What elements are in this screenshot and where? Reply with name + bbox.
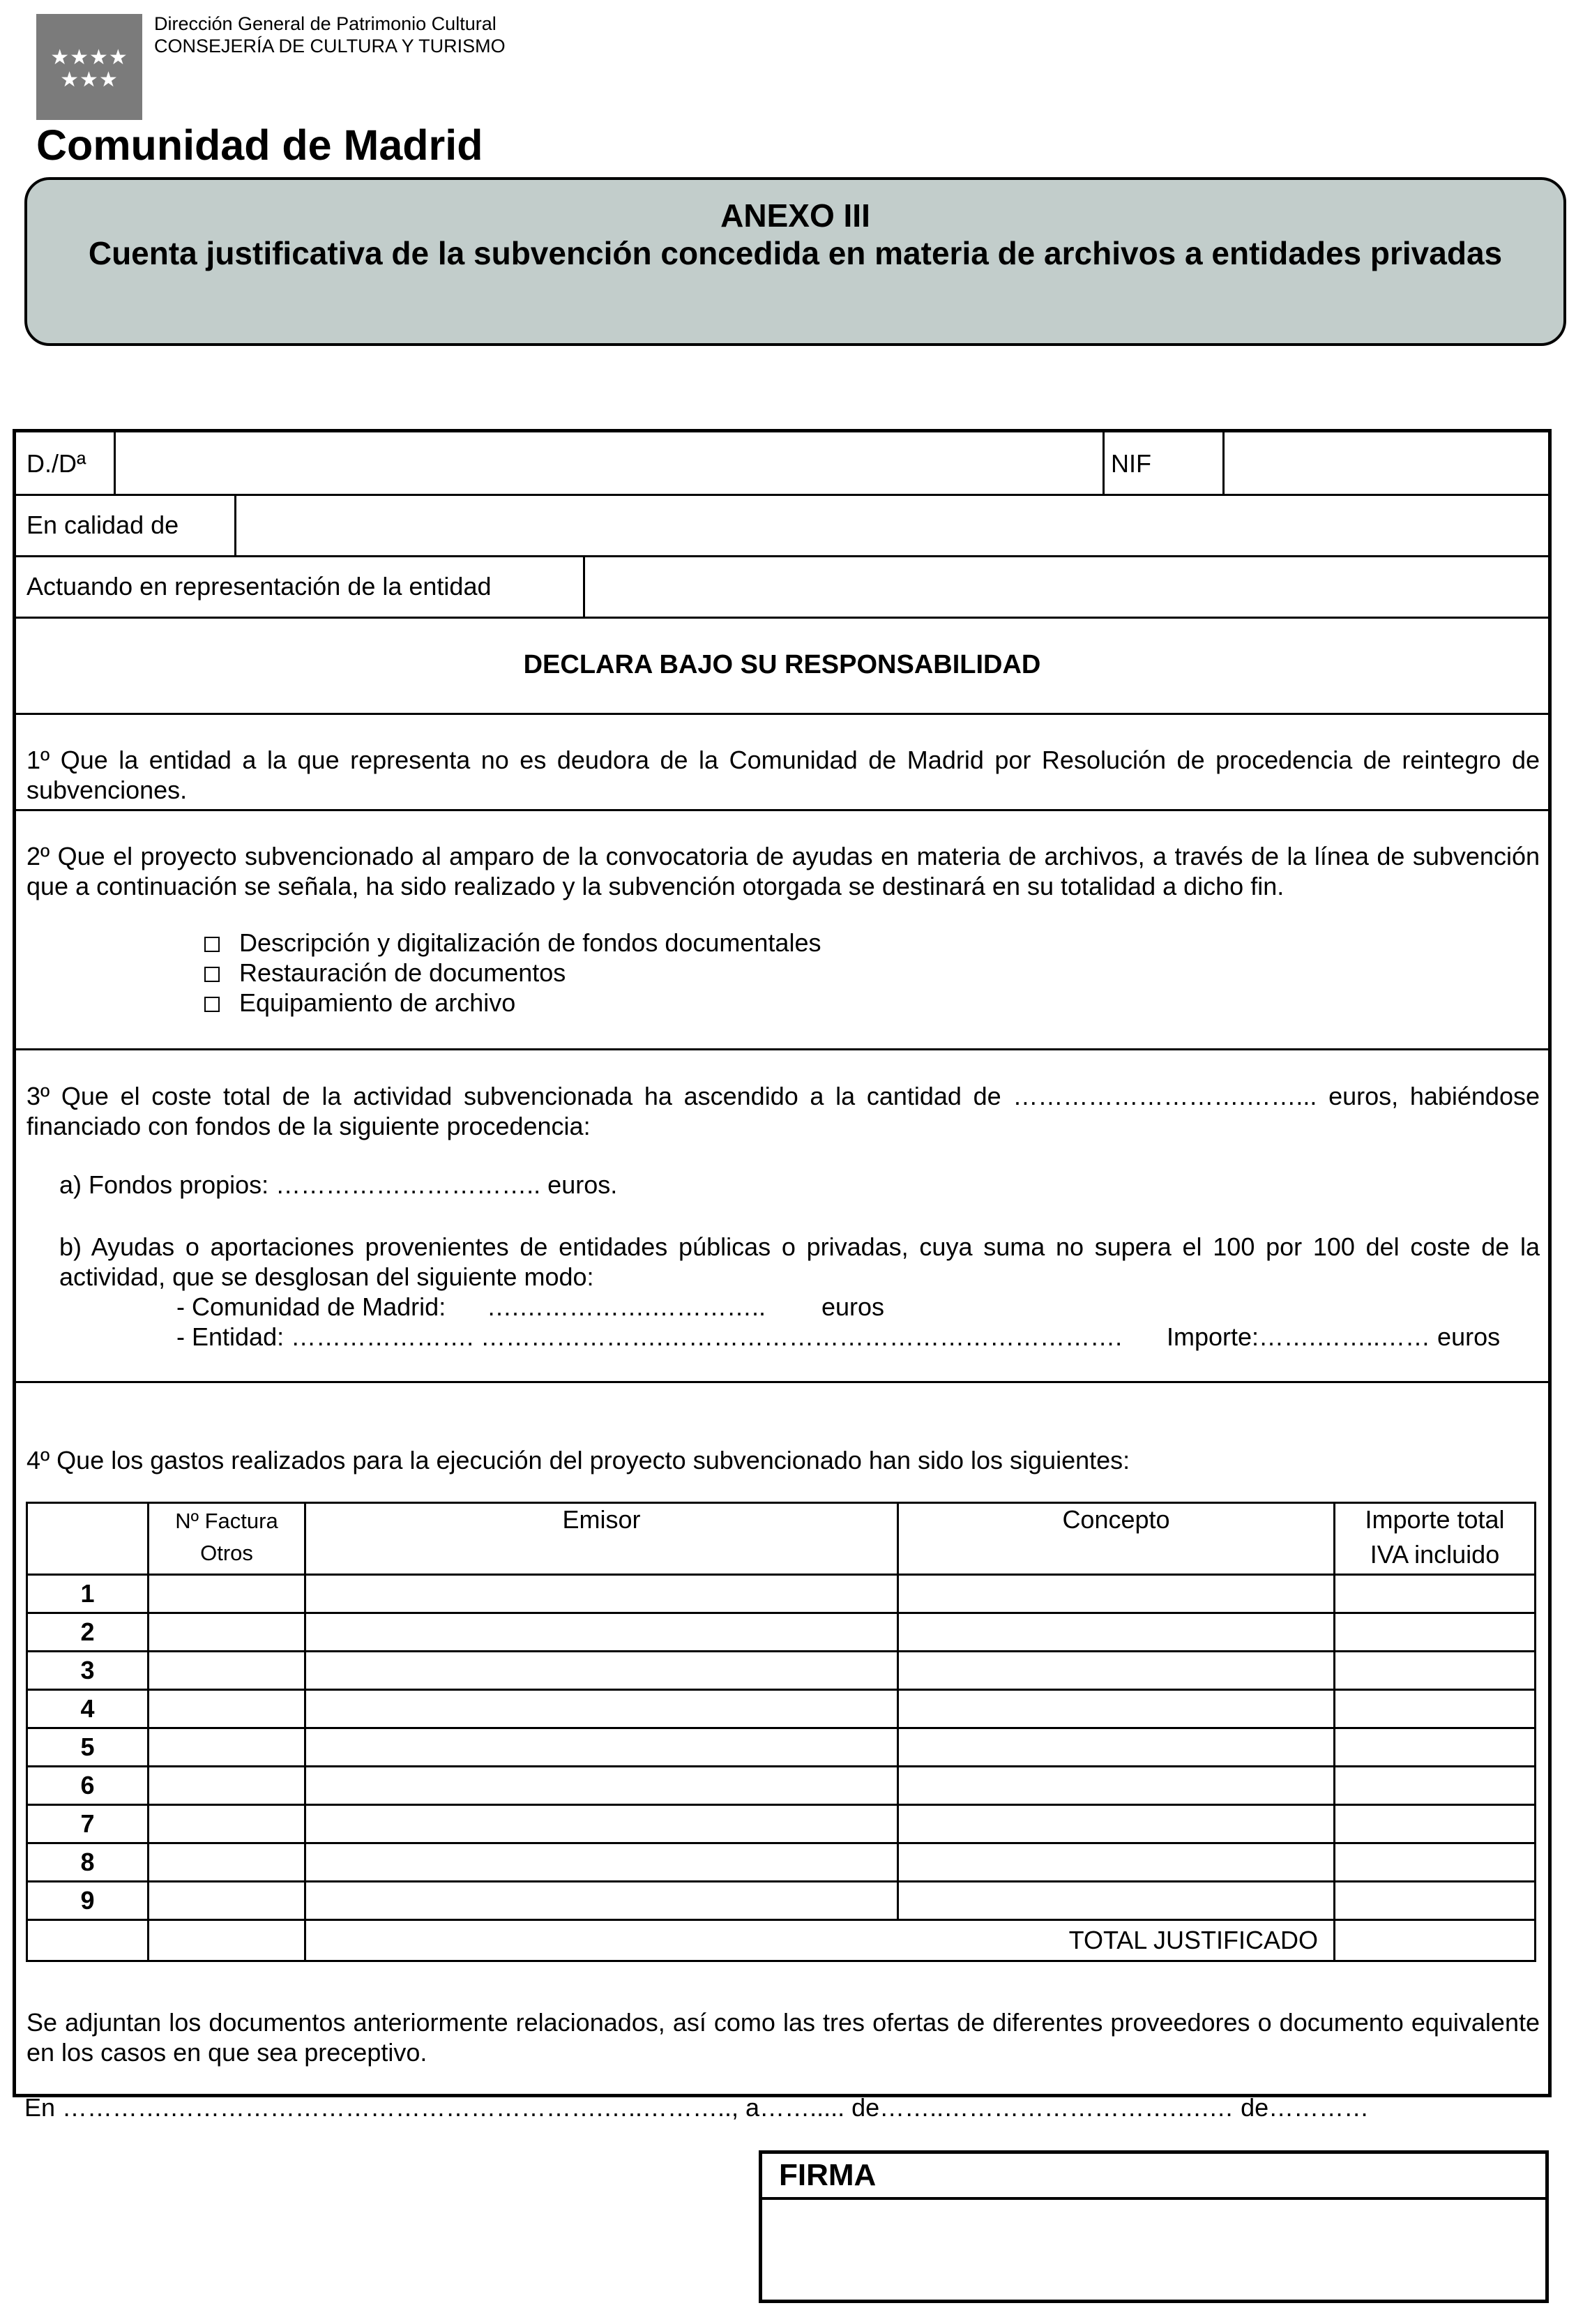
table-row (27, 1690, 1536, 1728)
factura-cell[interactable] (149, 1652, 305, 1690)
emisor-cell[interactable] (305, 1843, 898, 1882)
row-number: 2 (27, 1613, 149, 1652)
factura-cell[interactable] (149, 1575, 305, 1613)
row-divider (16, 1381, 1548, 1383)
emisor-cell[interactable] (305, 1613, 898, 1652)
factura-cell[interactable] (149, 1805, 305, 1843)
option-restauracion: Restauración de documentos (239, 958, 566, 987)
region-title: Comunidad de Madrid (36, 121, 483, 169)
importe-cell[interactable] (1335, 1652, 1536, 1690)
row-number: 3 (27, 1652, 149, 1690)
row-divider (16, 617, 1548, 619)
factura-cell[interactable] (149, 1728, 305, 1767)
header-factura-line1: Nº Factura (175, 1509, 278, 1533)
name-field[interactable] (116, 432, 1103, 494)
signature-box[interactable] (759, 2150, 1549, 2303)
concepto-cell[interactable] (898, 1652, 1335, 1690)
firma-label: FIRMA (779, 2158, 877, 2192)
importe-cell[interactable] (1335, 1575, 1536, 1613)
section-3-text: 3º Que el coste total de la actividad subvencionada ha ascendido a la cantidad de ……………………….……... euros, habiéndose financiado con fondos de la siguiente procedencia: (26, 1082, 1540, 1140)
logo-stars-top: ★★★★ (50, 45, 128, 70)
row-number: 6 (27, 1767, 149, 1805)
checkbox-equipamiento[interactable] (204, 997, 220, 1012)
header-factura-line2: Otros (200, 1541, 253, 1565)
representacion-field[interactable] (585, 557, 1548, 617)
total-amount-cell[interactable] (1335, 1920, 1536, 1961)
representacion-label: Actuando en representación de la entidad (26, 572, 492, 601)
importe-cell[interactable] (1335, 1805, 1536, 1843)
row-divider (16, 713, 1548, 715)
header-concepto: Concepto (898, 1503, 1335, 1575)
factura-cell[interactable] (149, 1843, 305, 1882)
section-4-text: 4º Que los gastos realizados para la ejecución del proyecto subvencionado han sido los siguientes: (26, 1446, 1130, 1474)
concepto-cell[interactable] (898, 1882, 1335, 1920)
table-row (27, 1613, 1536, 1652)
checkbox-restauracion[interactable] (204, 967, 220, 982)
logo-stars-bottom: ★★★ (60, 68, 119, 92)
concepto-cell[interactable] (898, 1613, 1335, 1652)
table-header-row (27, 1503, 1536, 1575)
option-descripcion: Descripción y digitalización de fondos documentales (239, 928, 821, 957)
row-number: 8 (27, 1843, 149, 1882)
calidad-field[interactable] (236, 496, 1548, 555)
table-row (27, 1728, 1536, 1767)
department-line-2: CONSEJERÍA DE CULTURA Y TURISMO (154, 36, 506, 56)
importe-cell[interactable] (1335, 1882, 1536, 1920)
importe-cell[interactable] (1335, 1767, 1536, 1805)
checkbox-descripcion[interactable] (204, 937, 220, 952)
department-line-1: Dirección General de Patrimonio Cultural (154, 13, 497, 34)
total-empty-cell (149, 1920, 305, 1961)
header-number (27, 1503, 149, 1575)
factura-cell[interactable] (149, 1690, 305, 1728)
header-importe-line2: IVA incluido (1370, 1540, 1500, 1569)
header-importe (1335, 1503, 1536, 1575)
importe-cell[interactable] (1335, 1690, 1536, 1728)
row-divider (16, 809, 1548, 811)
emisor-cell[interactable] (305, 1805, 898, 1843)
calidad-label: En calidad de (26, 511, 179, 539)
option-equipamiento: Equipamiento de archivo (239, 988, 516, 1017)
table-row (27, 1843, 1536, 1882)
signature-divider (762, 2197, 1545, 2200)
nif-label: NIF (1111, 449, 1151, 478)
emisor-cell[interactable] (305, 1575, 898, 1613)
emisor-cell[interactable] (305, 1690, 898, 1728)
importe-cell[interactable] (1335, 1843, 1536, 1882)
emisor-cell[interactable] (305, 1882, 898, 1920)
entidad-importe: Importe:…….……..…… euros (1167, 1322, 1501, 1351)
concepto-cell[interactable] (898, 1575, 1335, 1613)
entidad-line: - Entidad: …………………. ………………….………………………………………………. (176, 1322, 1123, 1351)
row-divider (16, 1048, 1548, 1050)
ayudas-text: b) Ayudas o aportaciones provenientes de entidades públicas o privadas, cuya suma no supera el 100 por 100 del coste de la actividad, que se desglosan del siguiente modo: (59, 1232, 1540, 1291)
row-number: 1 (27, 1575, 149, 1613)
emisor-cell[interactable] (305, 1767, 898, 1805)
declara-heading: DECLARA BAJO SU RESPONSABILIDAD (523, 650, 1041, 679)
factura-cell[interactable] (149, 1882, 305, 1920)
concepto-cell[interactable] (898, 1843, 1335, 1882)
emisor-cell[interactable] (305, 1652, 898, 1690)
annex-subtitle: Cuenta justificativa de la subvención concedida en materia de archivos a entidades privadas (88, 235, 1503, 271)
name-label: D./Dª (26, 449, 86, 478)
expenses-table (26, 1502, 1536, 1962)
concepto-cell[interactable] (898, 1728, 1335, 1767)
annex-banner (24, 177, 1566, 346)
row-number: 9 (27, 1882, 149, 1920)
table-row (27, 1575, 1536, 1613)
total-empty-cell (27, 1920, 149, 1961)
factura-cell[interactable] (149, 1767, 305, 1805)
closing-text: Se adjuntan los documentos anteriormente relacionados, así como las tres ofertas de diferentes proveedores o documento equivalente en los casos en que sea preceptivo. (26, 2008, 1540, 2067)
header-factura (149, 1503, 305, 1575)
comunidad-unit: euros (821, 1292, 885, 1321)
table-row (27, 1882, 1536, 1920)
concepto-cell[interactable] (898, 1690, 1335, 1728)
comunidad-label: - Comunidad de Madrid: (176, 1292, 446, 1321)
importe-cell[interactable] (1335, 1613, 1536, 1652)
concepto-cell[interactable] (898, 1767, 1335, 1805)
row-number: 5 (27, 1728, 149, 1767)
row-number: 4 (27, 1690, 149, 1728)
comunidad-madrid-logo (36, 14, 142, 120)
emisor-cell[interactable] (305, 1728, 898, 1767)
header-emisor: Emisor (305, 1503, 898, 1575)
table-row (27, 1767, 1536, 1805)
nif-field[interactable] (1225, 432, 1548, 494)
place-date-line: En ………….…………………………………………….…..……….., a……..... de……..……………………….….… de………… (24, 2093, 1370, 2122)
row-number: 7 (27, 1805, 149, 1843)
section-1-text: 1º Que la entidad a la que representa no es deudora de la Comunidad de Madrid por Resolución de procedencia de reintegro de subvenciones. (26, 746, 1540, 804)
fondos-propios: a) Fondos propios: ………………………….. euros. (59, 1170, 618, 1199)
total-justificado-label: TOTAL JUSTIFICADO (305, 1920, 1335, 1961)
comunidad-amount: ….…………….………….. (487, 1292, 766, 1321)
factura-cell[interactable] (149, 1613, 305, 1652)
header-importe-line1: Importe total (1365, 1505, 1505, 1534)
section-2-text: 2º Que el proyecto subvencionado al amparo de la convocatoria de ayudas en materia de archivos, a través de la línea de subvención que a continuación se señala, ha sido realizado y la subvención otorgada se destinará en su totalidad a dicho fin. (26, 842, 1540, 900)
table-row (27, 1805, 1536, 1843)
table-row (27, 1652, 1536, 1690)
divider (1103, 432, 1105, 496)
concepto-cell[interactable] (898, 1805, 1335, 1843)
annex-title: ANEXO III (720, 197, 870, 234)
table-total-row (27, 1920, 1536, 1961)
importe-cell[interactable] (1335, 1728, 1536, 1767)
